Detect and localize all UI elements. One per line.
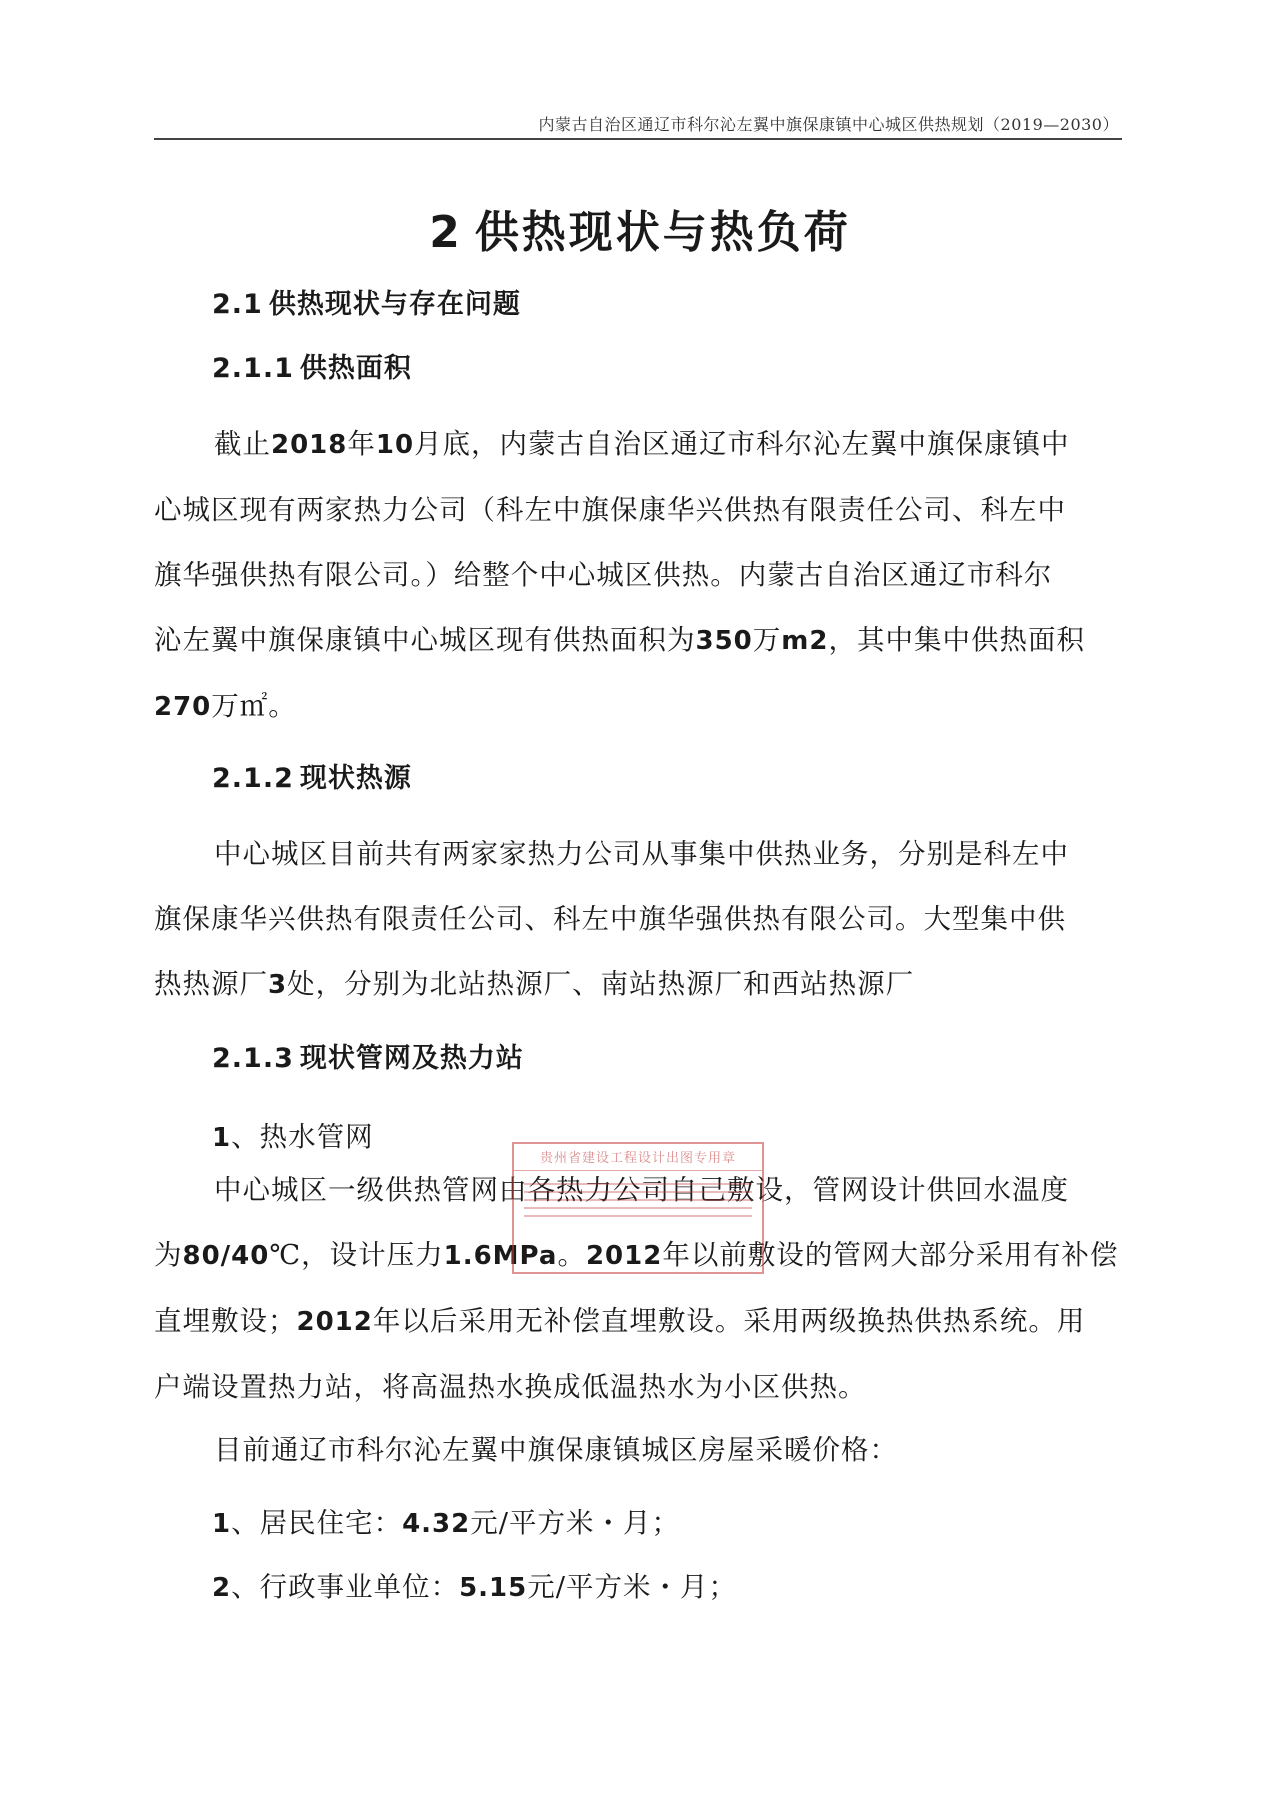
list-item-hot-water-network: 1、热水管网 bbox=[212, 1121, 374, 1153]
paragraph-heating-area: 截止2018年10月底，内蒙古自治区通辽市科尔沁左翼中旗保康镇中 心城区现有两家热力公司（科左中旗保康华兴供热有限责任公司、科左中 旗华强供热有限公司。）给整个中心城区供热。内蒙古自治区通辽市科尔 沁左翼中旗保康镇中心城区现有供热面积为350万m2，其中集中供热面积 270万㎡。 bbox=[154, 428, 1085, 722]
chapter-number: 2 bbox=[429, 207, 463, 258]
running-header: 内蒙古自治区通辽市科尔沁左翼中旗保康镇中心城区供热规划（2019—2030） bbox=[538, 115, 1119, 134]
paragraph-price-intro: 目前通辽市科尔沁左翼中旗保康镇城区房屋采暖价格： bbox=[214, 1434, 898, 1466]
section-heading-2-1-2: 2.1.2 现状热源 bbox=[212, 763, 412, 794]
price-item-residential: 1、居民住宅：4.32元/平方米・月； bbox=[212, 1507, 681, 1539]
price-item-administrative: 2、行政事业单位：5.15元/平方米・月； bbox=[212, 1571, 738, 1603]
paragraph-pipe-network: 中心城区一级供热管网由各热力公司自己敷设，管网设计供回水温度 为80/40℃，设计压力1.6MPa。2012年以前敷设的管网大部分采用有补偿 直埋敷设；2012年以后采用无补偿直埋敷设。采用两级换热供热系统。用 户端设置热力站，将高温热水换成低温热水为小区供热。 bbox=[154, 1174, 1119, 1403]
section-heading-2-1-3: 2.1.3 现状管网及热力站 bbox=[212, 1043, 524, 1074]
section-heading-2-1: 2.1 供热现状与存在问题 bbox=[212, 289, 521, 320]
section-heading-2-1-1: 2.1.1 供热面积 bbox=[212, 353, 412, 384]
paragraph-heat-sources: 中心城区目前共有两家家热力公司从事集中供热业务，分别是科左中 旗保康华兴供热有限责任公司、科左中旗华强供热有限公司。大型集中供 热热源厂3处，分别为北站热源厂、南站热源厂和西站热源厂 bbox=[154, 838, 1069, 1000]
chapter-title bbox=[0, 196, 1280, 260]
header-rule bbox=[154, 138, 1122, 140]
stamp-title: 贵州省建设工程设计出图专用章 bbox=[514, 1144, 762, 1171]
chapter-title-text: 供热现状与热负荷 bbox=[474, 207, 851, 258]
